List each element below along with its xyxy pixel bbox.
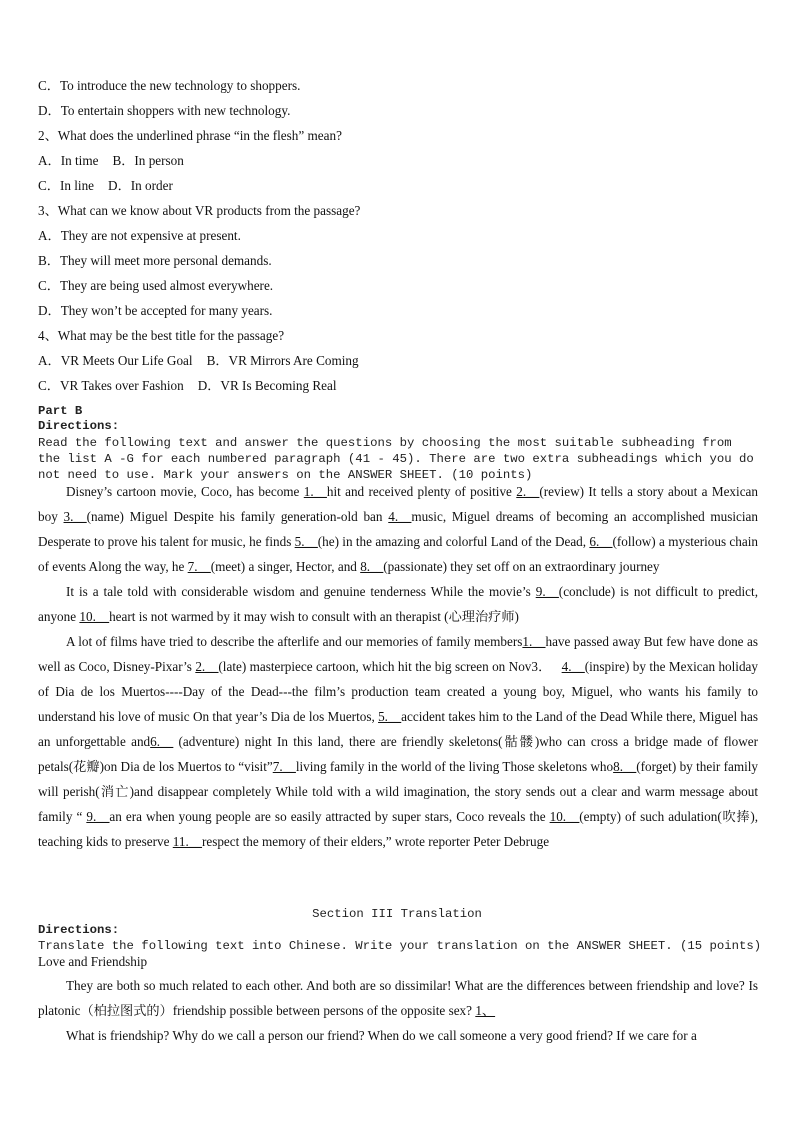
q4-options-row2 xyxy=(38,378,337,394)
cloze-paragraph-2: It is a tale told with considerable wisdom and genuine tenderness While the movie’s 9.__(conclude) is not difficult to predict, anyone 10.__heart is not warmed by it may wish to consult with an therapist (心理治疗师) xyxy=(38,584,758,624)
blank[interactable]: 8.__ xyxy=(613,759,637,774)
blank[interactable]: 8.__ xyxy=(360,559,384,574)
q4-question: 4、What may be the best title for the passage? xyxy=(38,328,285,343)
translation-paragraph-1: They are both so much related to each other. And both are so dissimilar! What are the differences between friendship and love? Is platonic（柏拉图式的）friendship possible between persons of the opposite sex? 1、 xyxy=(38,978,758,1018)
blank[interactable]: 4.__ xyxy=(561,659,585,674)
q3-option-b: B．They will meet more personal demands. xyxy=(38,253,272,268)
q2-option-a: A．In time xyxy=(38,153,99,168)
section-3-title: Section III Translation xyxy=(312,907,482,921)
section-3-directions-text: Translate the following text into Chinese. Write your translation on the ANSWER SHEET. (15 points) xyxy=(38,939,762,953)
blank[interactable]: 3.__ xyxy=(63,509,87,524)
blank[interactable]: 9.__ xyxy=(535,584,559,599)
blank[interactable]: 10.__ xyxy=(79,609,110,624)
q4-options-row1 xyxy=(38,353,359,369)
blank[interactable]: 10.__ xyxy=(549,809,580,824)
q2-options-row1 xyxy=(38,153,184,169)
q1-option-d: D．To entertain shoppers with new technology. xyxy=(38,103,291,118)
q3-question: 3、What can we know about VR products from the passage? xyxy=(38,203,361,218)
blank[interactable]: 7.__ xyxy=(272,759,296,774)
blank[interactable]: 6.__ xyxy=(589,534,613,549)
q3-option-d: D．They won’t be accepted for many years. xyxy=(38,303,273,318)
cloze-paragraph-3: A lot of films have tried to describe the afterlife and our memories of family members1.__have passed away But few have done as well as Coco, Disney-Pixar’s 2.__(late) masterpiece cartoon, which hit the big screen on Nov3． 4.__(inspire) by the Mexican holiday of Dia de los Muertos----Day of the Dead---the film’s production team created a young boy, Miguel, who wants his family to understand his love of music On that year’s Dia de los Muertos, 5.__accident takes him to the Land of the Dead While there, Miguel has an unforgettable and6.__ (adventure) night In this land, there are friendly skeletons(骷髅)who can cross a bridge made of flower petals(花瓣)on Dia de los Muertos to “visit”7.__living family in the world of the living Those skeletons who8.__(forget) by their family will perish(消亡)and disappear completely While told with a wild imagination, the story sends out a clear and warm message about family “ 9.__an era when young people are so easily attracted by super stars, Coco reveals the 10.__(empty) of such adulation(吹捧), teaching kids to preserve 11.__respect the memory of their elders,” wrote reporter Peter Debruge xyxy=(38,634,759,849)
cloze-passage xyxy=(38,479,758,854)
blank[interactable]: 9.__ xyxy=(86,809,110,824)
q3-option-c: C．They are being used almost everywhere. xyxy=(38,278,274,293)
blank[interactable]: 1.__ xyxy=(303,484,327,499)
blank[interactable]: 2.__ xyxy=(195,659,219,674)
blank[interactable]: 11.__ xyxy=(172,834,202,849)
section-3-directions-label: Directions: xyxy=(38,923,120,937)
q2-option-c: C．In line xyxy=(38,178,95,193)
q2-options-row2 xyxy=(38,178,173,194)
blank[interactable]: 4.__ xyxy=(388,509,412,524)
translation-paragraph-2: What is friendship? Why do we call a person our friend? When do we call someone a very good friend? If we care for a xyxy=(66,1028,697,1043)
q4-option-b: B．VR Mirrors Are Coming xyxy=(206,353,359,368)
blank[interactable]: 1.__ xyxy=(522,634,546,649)
blank[interactable]: 6.__ xyxy=(150,734,174,749)
q2-question: 2、What does the underlined phrase “in the flesh” mean? xyxy=(38,128,342,143)
blank[interactable]: 7.__ xyxy=(187,559,211,574)
blank[interactable]: 5.__ xyxy=(294,534,318,549)
cloze-paragraph-1: Disney’s cartoon movie, Coco, has become 1.__hit and received plenty of positive 2.__(review) It tells a story about a Mexican boy 3.__(name) Miguel Despite his family generation-old ban 4.__music, Miguel dreams of becoming an accomplished musician Desperate to prove his talent for music, he finds 5.__(he) in the amazing and colorful Land of the Dead, 6.__(follow) a mysterious chain of events Along the way, he 7.__(meet) a singer, Hector, and 8.__(passionate) they set off on an extraordinary journey xyxy=(38,484,759,574)
q4-option-c: C．VR Takes over Fashion xyxy=(38,378,184,393)
part-b-directions-label: Directions: xyxy=(38,419,120,433)
blank[interactable]: 1、 xyxy=(475,1003,496,1018)
part-b-heading: Part B xyxy=(38,404,83,418)
blank[interactable]: 5.__ xyxy=(378,709,402,724)
q2-option-b: B．In person xyxy=(112,153,184,168)
section-3-subtitle: Love and Friendship xyxy=(38,954,148,969)
q1-option-c: C．To introduce the new technology to shoppers. xyxy=(38,78,301,93)
q3-option-a: A．They are not expensive at present. xyxy=(38,228,241,243)
blank[interactable]: 2.__ xyxy=(516,484,540,499)
part-b-directions-text: Read the following text and answer the questions by choosing the most suitable subheading from the list A -G for each numbered paragraph (41 - 45). There are two extra subheadings which you do not need to use. Mark your answers on the ANSWER SHEET. (10 points) xyxy=(38,436,754,482)
q4-option-d: D．VR Is Becoming Real xyxy=(197,378,337,393)
q4-option-a: A．VR Meets Our Life Goal xyxy=(38,353,193,368)
q2-option-d: D．In order xyxy=(108,178,173,193)
translation-passage xyxy=(38,973,758,1048)
